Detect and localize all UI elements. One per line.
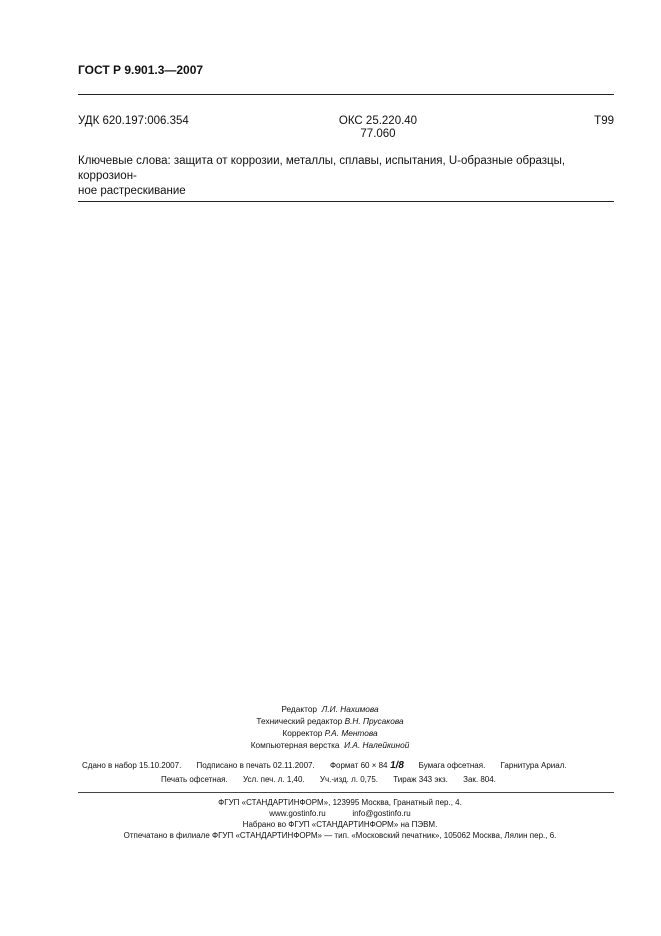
- printer-contacts: [60, 808, 620, 819]
- printer-email: info@gostinfo.ru: [352, 809, 411, 818]
- paper: Бумага офсетная.: [418, 761, 486, 770]
- staff-layout: [150, 739, 510, 751]
- staff-editor: [150, 703, 510, 715]
- oks-code: [338, 115, 418, 141]
- format-prefix: Формат 60 × 84: [329, 761, 388, 770]
- staff-name: В.Н. Прусакова: [344, 716, 404, 726]
- order-number: Зак. 804.: [463, 775, 496, 784]
- print-type: Печать офсетная.: [161, 775, 228, 784]
- staff-name: Л.И. Нахимова: [321, 704, 379, 714]
- print-run: Тираж 343 экз.: [393, 775, 448, 784]
- format: [330, 761, 403, 770]
- printer-address: ФГУП «СТАНДАРТИНФОРМ», 123995 Москва, Гранатный пер., 4.: [218, 798, 462, 807]
- keywords-line-1: Ключевые слова: защита от коррозии, металлы, сплавы, испытания, U-образные образцы, коррозион-: [78, 155, 566, 182]
- publication-line-2: [161, 773, 496, 787]
- edition-sheets: Уч.-изд. л. 0,75.: [319, 775, 379, 784]
- keywords-line-2: ное растрескивание: [78, 185, 186, 197]
- oks-line-2: 77.060: [360, 128, 396, 140]
- staff-tech-editor: [150, 715, 510, 727]
- staff-role: Компьютерная верстка: [250, 740, 340, 750]
- imprint-divider: [78, 792, 614, 793]
- print-sheets: Усл. печ. л. 1,40.: [242, 775, 305, 784]
- set-date: Сдано в набор 15.10.2007.: [82, 761, 182, 770]
- printer-info: [60, 797, 620, 841]
- group-code: Т99: [594, 115, 614, 127]
- top-divider: [78, 94, 614, 95]
- printer-site: www.gostinfo.ru: [269, 809, 326, 818]
- typeset-note: Набрано во ФГУП «СТАНДАРТИНФОРМ» на ПЭВМ.: [242, 820, 438, 829]
- staff-role: Редактор: [281, 704, 318, 714]
- keywords-divider: [78, 201, 614, 202]
- staff-name: Р.А. Ментова: [324, 728, 378, 738]
- staff-role: Технический редактор: [256, 716, 343, 726]
- publication-line-1: [82, 759, 612, 773]
- signed-date: Подписано в печать 02.11.2007.: [196, 761, 315, 770]
- print-branch: Отпечатано в филиале ФГУП «СТАНДАРТИНФОРМ» — тип. «Московский печатник», 105062 Москва, Лялин пер., 6.: [123, 831, 557, 840]
- staff-role: Корректор: [282, 728, 323, 738]
- format-fraction: 1/8: [388, 760, 405, 771]
- keywords: [78, 154, 618, 199]
- oks-line-1: ОКС 25.220.40: [338, 115, 418, 127]
- standard-designation: ГОСТ Р 9.901.3—2007: [78, 63, 204, 77]
- editorial-staff: [150, 703, 510, 751]
- staff-name: И.А. Налейкиной: [344, 740, 410, 750]
- udc-code: УДК 620.197:006.354: [78, 115, 189, 127]
- font: Гарнитура Ариал.: [500, 761, 567, 770]
- staff-proofreader: [150, 727, 510, 739]
